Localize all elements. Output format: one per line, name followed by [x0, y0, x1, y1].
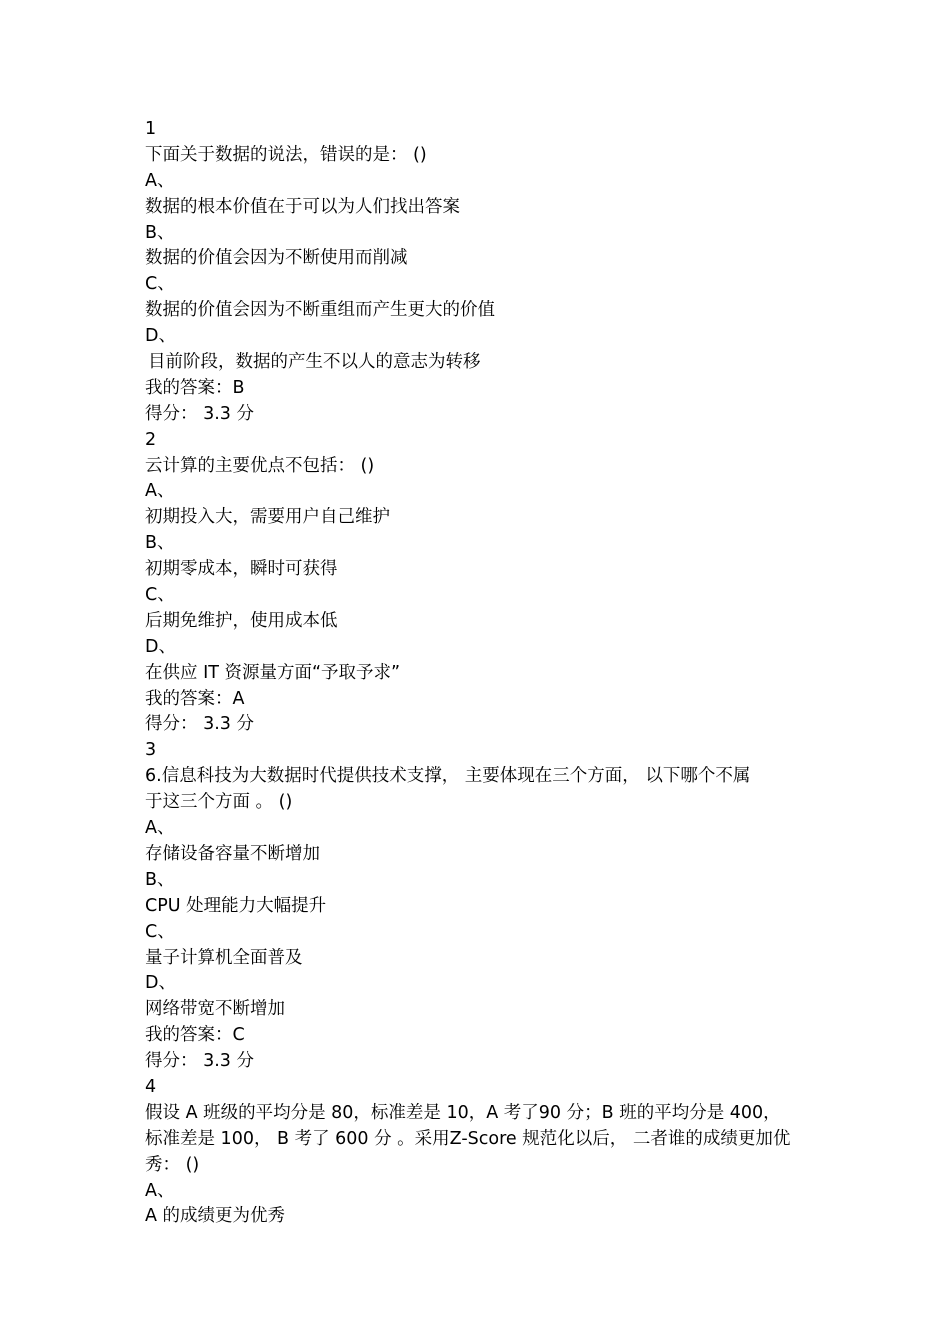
option-text: 数据的价值会因为不断重组而产生更大的价值 [145, 300, 495, 321]
my-answer: 我的答案：B [145, 377, 245, 398]
score: 得分： 3.3 分 [145, 1051, 254, 1072]
question-2 [145, 428, 825, 739]
question-stem: 下面关于数据的说法，错误的是： () [145, 144, 427, 165]
quiz-content [145, 117, 825, 1230]
question-stem: 云计算的主要优点不包括： () [145, 455, 375, 476]
option-text: 初期投入大，需要用户自己维护 [145, 507, 390, 528]
option-label: C、 [145, 921, 175, 942]
option-text: 存储设备容量不断增加 [145, 843, 320, 864]
question-number: 4 [145, 1076, 157, 1097]
option-label: B、 [145, 222, 175, 243]
option-text: 初期零成本，瞬时可获得 [145, 559, 338, 580]
option-label: A、 [145, 818, 175, 839]
option-text: 目前阶段，数据的产生不以人的意志为转移 [148, 352, 481, 373]
option-text: 数据的价值会因为不断使用而削减 [145, 248, 408, 269]
question-1 [145, 117, 825, 428]
question-3 [145, 738, 825, 1075]
question-number: 3 [145, 740, 157, 761]
option-text: 在供应 IT 资源量方面“予取予求” [145, 662, 401, 683]
option-text: CPU 处理能力大幅提升 [145, 895, 327, 916]
option-label: C、 [145, 274, 175, 295]
option-label: A、 [145, 1180, 175, 1201]
my-answer: 我的答案：A [145, 688, 245, 709]
option-text: A 的成绩更为优秀 [145, 1206, 286, 1227]
question-stem-line-2: 标准差是 100， B 考了 600 分 。采用Z-Score 规范化以后， 二者谁的成绩更加优 [145, 1128, 791, 1149]
question-stem-line-1: 6.信息科技为大数据时代提供技术支撑， 主要体现在三个方面， 以下哪个不属 [145, 766, 751, 787]
option-label: D、 [145, 636, 176, 657]
option-text: 数据的根本价值在于可以为人们找出答案 [145, 196, 460, 217]
score: 得分： 3.3 分 [145, 403, 254, 424]
option-text: 量子计算机全面普及 [145, 947, 303, 968]
question-stem-line-2: 于这三个方面 。 () [145, 792, 293, 813]
option-label: D、 [145, 973, 176, 994]
option-label: B、 [145, 533, 175, 554]
my-answer: 我的答案：C [145, 1025, 245, 1046]
option-label: C、 [145, 585, 175, 606]
option-label: A、 [145, 170, 175, 191]
option-label: D、 [145, 326, 176, 347]
question-number: 2 [145, 429, 157, 450]
question-stem-line-1: 假设 A 班级的平均分是 80，标准差是 10，A 考了90 分；B 班的平均分是 400， [145, 1102, 781, 1123]
option-text: 后期免维护，使用成本低 [145, 610, 338, 631]
score: 得分： 3.3 分 [145, 714, 254, 735]
option-text: 网络带宽不断增加 [145, 999, 285, 1020]
question-4 [145, 1075, 825, 1230]
question-stem-line-3: 秀： () [145, 1154, 200, 1175]
option-label: B、 [145, 869, 175, 890]
question-number: 1 [145, 119, 157, 139]
option-label: A、 [145, 481, 175, 502]
